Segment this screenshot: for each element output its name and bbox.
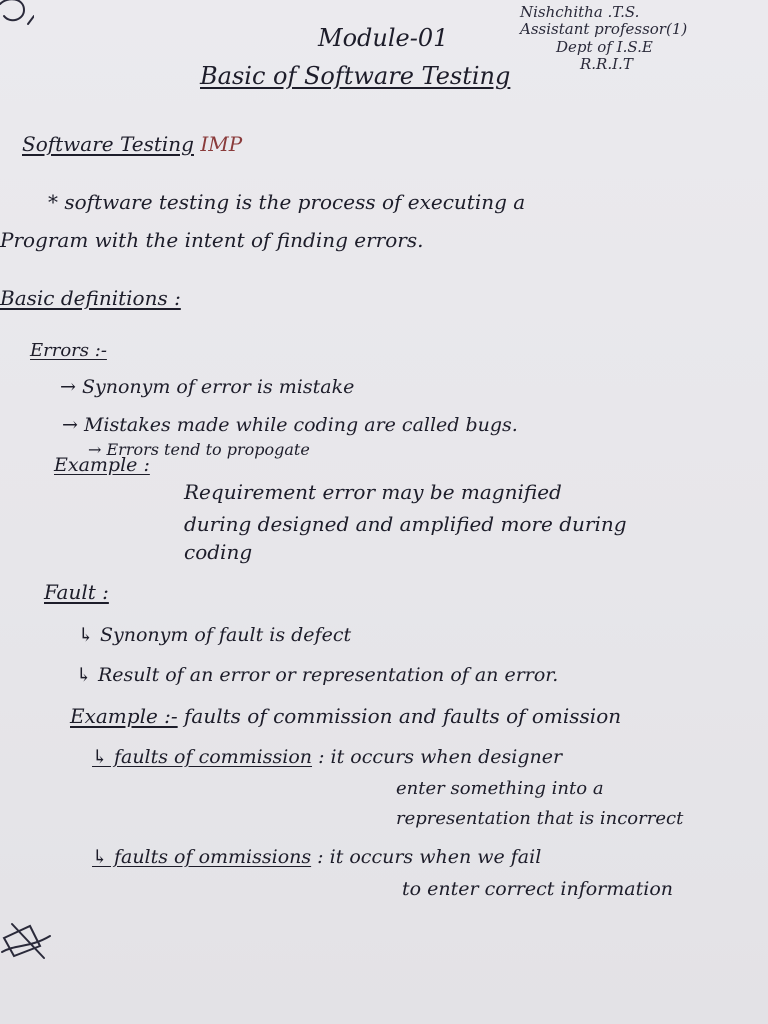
- fault-example-label: Example :-: [70, 704, 178, 728]
- module-title: Module-01: [318, 24, 449, 52]
- author-block: [520, 4, 687, 73]
- fault-point-1: ↳ Synonym of fault is defect: [78, 624, 352, 646]
- commission-line-3: representation that is incorrect: [396, 808, 684, 829]
- importance-tag: IMP: [200, 132, 243, 156]
- definition-line-1: * software testing is the process of executing a: [48, 190, 526, 214]
- commission-term: ↳ faults of commission: [92, 746, 313, 768]
- omission-line-1: : it occurs when we fail: [317, 846, 542, 868]
- author-role: Assistant professor(1): [520, 20, 688, 39]
- omission-line-2: to enter correct information: [402, 878, 674, 900]
- ink-scribble-icon: [0, 918, 56, 964]
- corner-scribble-icon: [0, 0, 34, 34]
- fault-heading: Fault :: [44, 580, 109, 604]
- author-name: Nishchitha .T.S.: [520, 3, 640, 21]
- errors-point-1: → Synonym of error is mistake: [60, 376, 355, 398]
- errors-example-line-3: coding: [184, 540, 253, 564]
- errors-example-label: Example :: [54, 454, 150, 476]
- commission-line-1: : it occurs when designer: [318, 746, 563, 768]
- omission-term: ↳ faults of ommissions: [92, 846, 312, 868]
- course-title: Basic of Software Testing: [200, 62, 511, 90]
- errors-point-3: → Errors tend to propogate: [88, 440, 310, 459]
- fault-point-2: ↳ Result of an error or representation of an error.: [76, 664, 559, 686]
- errors-example-line-1: Requirement error may be magnified: [184, 480, 562, 504]
- omission-row: [92, 846, 541, 868]
- basic-definitions-heading: Basic definitions :: [0, 286, 181, 310]
- author-dept: Dept of I.S.E: [556, 37, 653, 56]
- commission-line-2: enter something into a: [396, 778, 604, 799]
- fault-example-text: faults of commission and faults of omission: [184, 704, 622, 728]
- commission-row: [92, 746, 562, 768]
- author-institute: R.R.I.T: [580, 54, 633, 73]
- errors-point-2: → Mistakes made while coding are called bugs.: [62, 414, 518, 436]
- errors-example-line-2: during designed and amplified more during: [184, 512, 627, 536]
- fault-example: [70, 704, 621, 728]
- errors-heading: Errors :-: [30, 340, 107, 361]
- section-title: [22, 132, 242, 156]
- section-title-text: Software Testing: [22, 132, 194, 156]
- definition-line-2: Program with the intent of finding errors.: [0, 228, 424, 252]
